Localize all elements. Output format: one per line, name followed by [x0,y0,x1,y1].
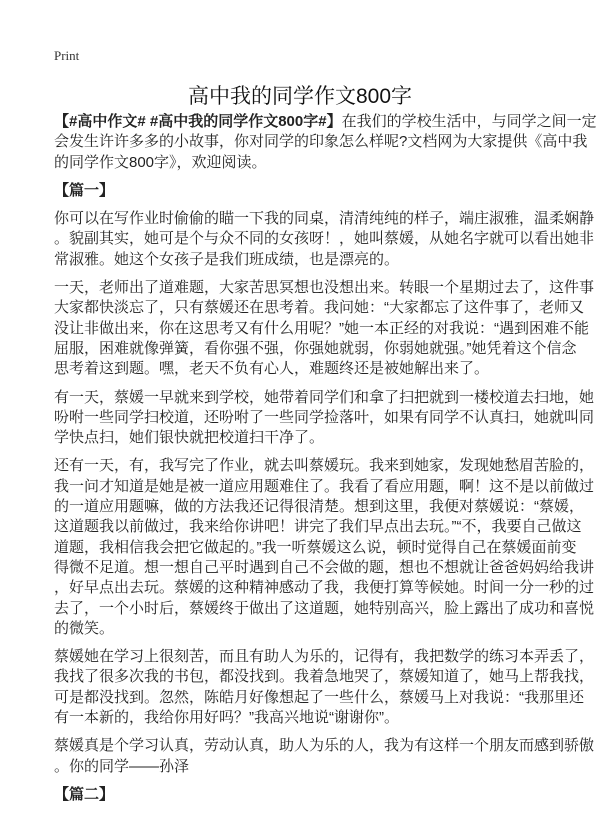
paragraph-line: 蔡媛她在学习上很刻苦，而且有助人为乐的，记得有，我把数学的练习本弄丢了， [54,648,595,666]
paragraph-line: 的一道应用题嘛，做的方法我还记得很清楚。想到这里，我便对蔡媛说：“蔡媛， [54,498,584,516]
paragraph-line: 思考着这到题。嘿，老天不负有心人，难题终还是被她解出来了。 [54,360,490,378]
paragraph-line: 道题，我相信我会把它做起的。”我一听蔡媛这么说，顿时觉得自己在蔡媛面前变 [54,538,577,556]
tag-label: 【#高中作文# #高中我的同学作文800字#】 [54,113,342,130]
paragraph-line: 的微笑。 [54,619,115,637]
paragraph-line: 屈服，困难就像弹簧，看你强不强，你强她就弱，你弱她就强。”她凭着这个信念 [54,339,577,357]
paragraph [54,736,595,777]
paragraph-line: 没让非做出来，你在这思考又有什么用呢？”她一本正经的对我说：“遇到困难不能 [54,319,589,337]
intro-paragraph [54,112,597,173]
intro-text: 在我们的学校生活中，与同学之间一定 [341,113,597,130]
page-title: 高中我的同学作文800字 [187,85,413,108]
paragraph-line: 一天，老师出了道难题，大家苦思冥想也没想出来。转眼一个星期过去了，这件事 [54,279,595,297]
paragraph [54,388,595,449]
paragraph-line: 吩咐一些同学扫校道，还吩咐了一些同学捡落叶，如果有同学不认真扫，她就叫同 [54,408,595,426]
paragraph-line: ，好早点出去玩。蔡媛的这种精神感动了我，我便打算等候她。时间一分一秒的过 [54,579,595,597]
section-heading-2: 【篇二】 [54,785,115,803]
paragraph-line: 我找了很多次我的书包，都没找到。我着急地哭了，蔡媛知道了，她马上帮我找， [54,668,595,686]
paragraph [54,209,595,270]
paragraph [54,278,595,379]
paragraph-line: 去了，一个小时后，蔡媛终于做出了这道题，她特别高兴，脸上露出了成功和喜悦 [54,599,595,617]
paragraph-line: 。你的同学——孙泽 [54,757,190,775]
paragraph-line: 蔡媛真是个学习认真，劳动认真，助人为乐的人，我为有这样一个朋友而感到骄傲 [54,737,595,755]
paragraph-line: 有一本新的，我给你用好吗？”我高兴地说“谢谢你”。 [54,709,399,727]
paragraph-line: 大家都快淡忘了，只有蔡媛还在思考着。我问她：“大家都忘了这件事了，老师又 [54,299,584,317]
intro-line: 的同学作文800字》，欢迎阅读。 [54,153,267,171]
paragraph-line: 学快点扫，她们银快就把校道扫干净了。 [54,429,325,447]
intro-line: 会发生许许多多的小故事，你对同学的印象怎么样呢?文档网为大家提供《高中我 [54,133,588,151]
paragraph [54,647,595,728]
paragraph-line: 你可以在写作业时偷偷的瞄一下我的同桌，清清纯纯的样子，端庄淑雅，温柔娴静 [54,210,595,228]
paragraph-line: 我一问才知道是她是被一道应用题难住了。我看了看应用题，啊！这不是以前做过 [54,477,595,495]
section-heading-1: 【篇一】 [54,181,115,199]
paragraph-line: 还有一天，有，我写完了作业，就去叫蔡媛玩。我来到她家，发现她愁眉苦脸的， [54,457,595,475]
intro-line [54,112,597,132]
paragraph-line: 常淑雅。她这个女孩子是我们班成绩，也是漂亮的。 [54,250,400,268]
paragraph-line: 有一天，蔡媛一早就来到学校，她带着同学们和拿了扫把就到一楼校道去扫地，她 [54,388,595,406]
paragraph [54,456,595,639]
paragraph-line: 得微不足道。想一想自己平时遇到自己不会做的题，想也不想就让爸爸妈妈给我讲 [54,558,595,576]
paragraph-line: 。貌副其实，她可是个与众不同的女孩呀！，她叫蔡媛，从她名字就可以看出她非 [54,230,595,248]
paragraph-line: 可是都没找到。忽然，陈皓月好像想起了一些什么，蔡媛马上对我说：“我那里还 [54,688,584,706]
paragraph-line: 这道题我以前做过，我来给你讲吧！讲完了我们早点出去玩。”“不，我要自己做这 [54,518,582,536]
print-link[interactable]: Print [54,48,80,63]
article-body [54,112,597,813]
